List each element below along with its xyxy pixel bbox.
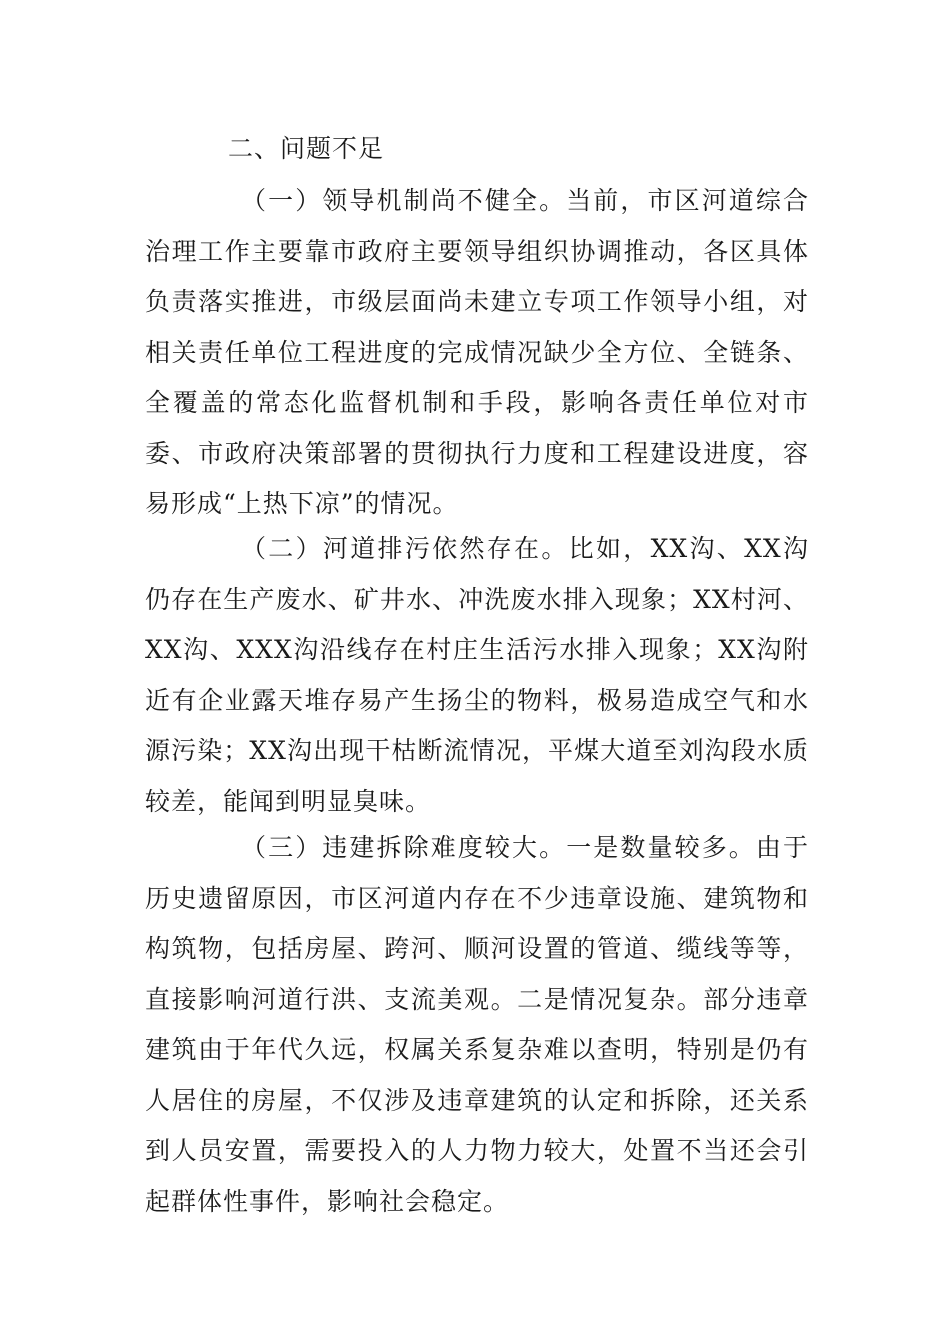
paragraph-text: （一）领导机制尚不健全。当前，市区河道综合治理工作主要靠市政府主要领导组织协调推动，各区具体负责落实推进，市级层面尚未建立专项工作领导小组，对相关责任单位工程进度的完成情况缺少全方位、全链条、全覆盖的常态化监督机制和手段，影响各责任单位对市委、市政府决策部署的贯彻执行力度和工程建设进度，容易形成“上热下凉”的情况。: [145, 186, 809, 518]
section-heading: 二、问题不足: [228, 134, 385, 163]
paragraph-text: （二）河道排污依然存在。比如，XX沟、XX沟仍存在生产废水、矿井水、冲洗废水排入现象；XX村河、XX沟、XXX沟沿线存在村庄生活污水排入现象；XX沟附近有企业露天堆存易产生扬尘的物料，极易造成空气和水源污染；XX沟出现干枯断流情况，平煤大道至刘沟段水质较差，能闻到明显臭味。: [145, 534, 809, 816]
paragraph-1: [145, 176, 809, 530]
paragraph-text: （三）违建拆除难度较大。一是数量较多。由于历史遗留原因，市区河道内存在不少违章设施、建筑物和构筑物，包括房屋、跨河、顺河设置的管道、缆线等等，直接影响河道行洪、支流美观。二是情况复杂。部分违章建筑由于年代久远，权属关系复杂难以查明，特别是仍有人居住的房屋，不仅涉及违章建筑的认定和拆除，还关系到人员安置，需要投入的人力物力较大，处置不当还会引起群体性事件，影响社会稳定。: [145, 833, 809, 1216]
paragraph-2: [145, 524, 809, 827]
paragraph-3: [145, 823, 809, 1227]
